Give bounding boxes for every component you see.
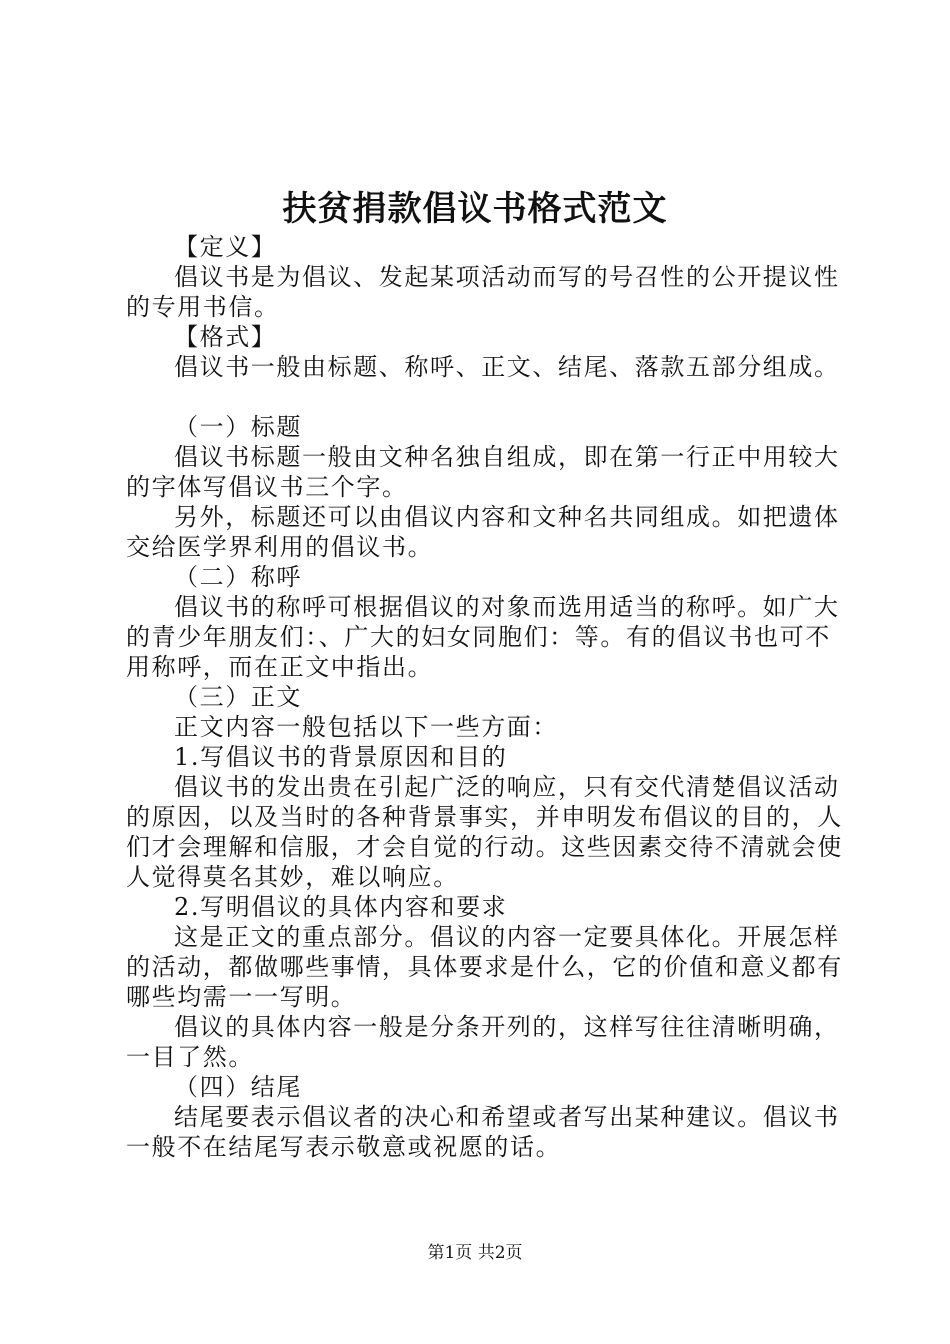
subheading-salutation: （二）称呼 [174, 563, 302, 591]
paragraph: 倡议的具体内容一般是分条开列的，这样写往往清晰明确，一目了然。 [126, 1013, 840, 1071]
subheading-body: （三）正文 [174, 683, 302, 711]
section-heading-format: 【格式】 [174, 323, 277, 351]
document-title: 扶贫捐款倡议书格式范文 [282, 189, 668, 229]
blank-line [126, 382, 846, 412]
subheading-ending: （四）结尾 [174, 1073, 302, 1101]
paragraph: 结尾要表示倡议者的决心和希望或者写出某种建议。倡议书一般不在结尾写表示敬意或祝愿的话。 [126, 1103, 840, 1161]
subheading-title: （一）标题 [174, 413, 302, 441]
paragraph: 倡议书标题一般由文种名独自组成，即在第一行正中用较大的字体写倡议书三个字。 [126, 443, 840, 501]
list-item-heading: 1.写倡议书的背景原因和目的 [174, 743, 508, 771]
paragraph: 倡议书的称呼可根据倡议的对象而选用适当的称呼。如广大的青少年朋友们：、广大的妇女同胞们：等。有的倡议书也可不用称呼，而在正文中指出。 [126, 593, 840, 681]
paragraph: 正文内容一般包括以下一些方面： [174, 713, 558, 741]
paragraph: 倡议书的发出贵在引起广泛的响应，只有交代清楚倡议活动的原因，以及当时的各种背景事实，并申明发布倡议的目的，人们才会理解和信服，才会自觉的行动。这些因素交待不清就会使人觉得莫名其妙，难以响应。 [126, 773, 843, 891]
page-number: 第1页 共2页 [427, 1243, 523, 1263]
paragraph: 另外，标题还可以由倡议内容和文种名共同组成。如把遗体交给医学界利用的倡议书。 [126, 503, 840, 561]
paragraph: 倡议书一般由标题、称呼、正文、结尾、落款五部分组成。 [174, 353, 840, 381]
document-body [126, 232, 846, 1162]
paragraph: 这是正文的重点部分。倡议的内容一定要具体化。开展怎样的活动，都做哪些事情，具体要求是什么，它的价值和意义都有哪些均需一一写明。 [126, 923, 843, 1011]
paragraph: 倡议书是为倡议、发起某项活动而写的号召性的公开提议性的专用书信。 [126, 263, 840, 321]
section-heading-definition: 【定义】 [174, 233, 277, 261]
list-item-heading: 2.写明倡议的具体内容和要求 [174, 893, 508, 921]
